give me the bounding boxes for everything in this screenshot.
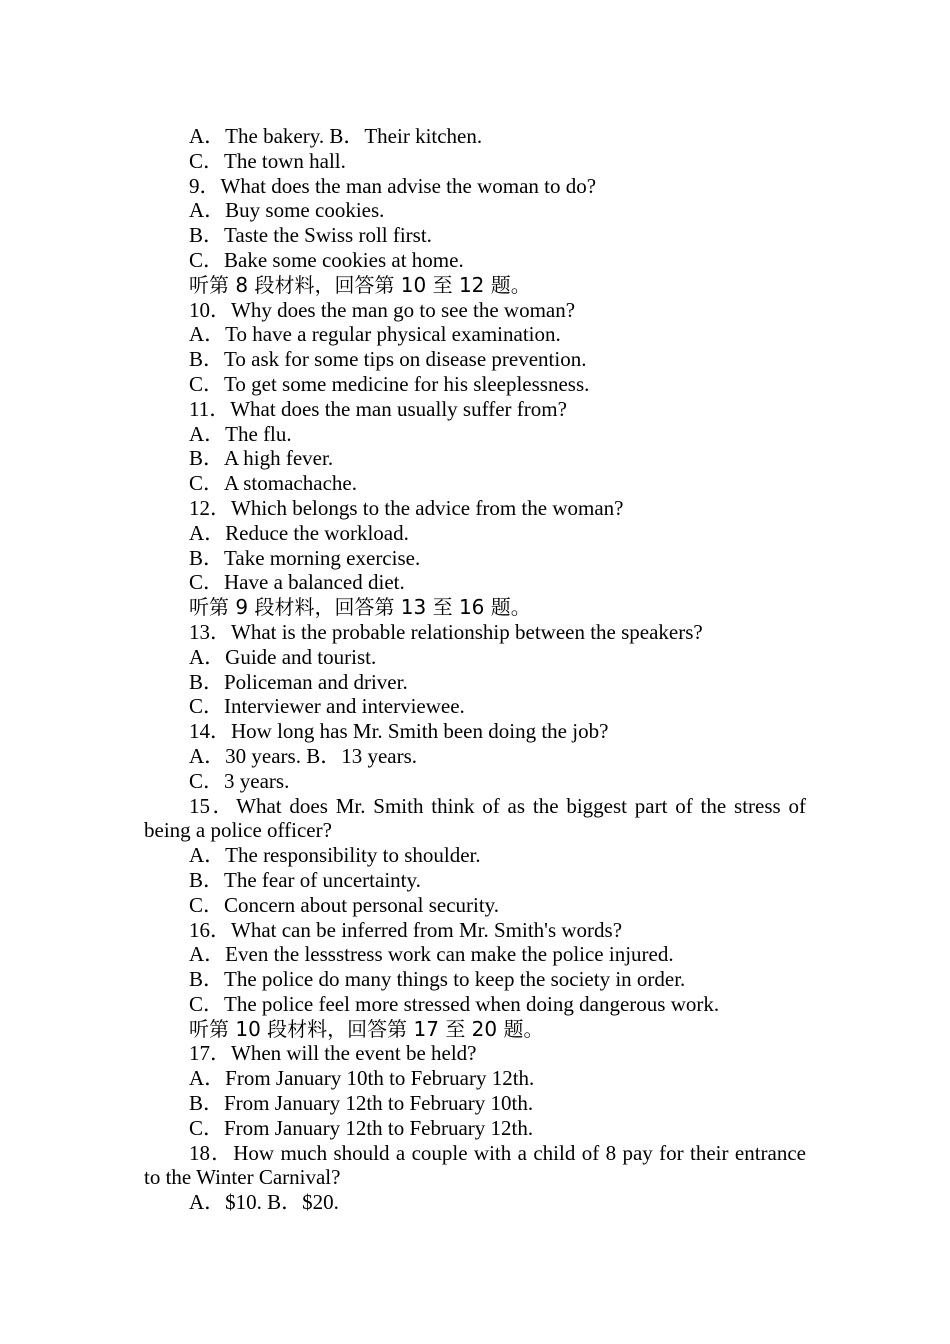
text-line: A．$10. B．$20.: [189, 1190, 339, 1215]
text-line: A．Reduce the workload.: [189, 520, 409, 545]
text-line: A．Buy some cookies.: [189, 198, 385, 223]
section-heading: 听第 8 段材料，回答第 10 至 12 题。: [189, 272, 531, 297]
text-line: A．From January 10th to February 12th.: [189, 1066, 535, 1091]
text-line: C．A stomachache.: [189, 471, 357, 496]
question-line: 11．What does the man usually suffer from?: [189, 396, 567, 421]
question-paragraph: 15．What does Mr. Smith think of as the biggest part of the stress of being a police officer?: [144, 793, 806, 843]
question-line: 14．How long has Mr. Smith been doing the job?: [189, 719, 609, 744]
text-line: B．To ask for some tips on disease prevention.: [189, 347, 587, 372]
text-line: C．Interviewer and interviewee.: [189, 694, 465, 719]
text-line: A．Even the lessstress work can make the police injured.: [189, 942, 674, 967]
question-line: 10．Why does the man go to see the woman?: [189, 297, 576, 322]
text-line: B．The fear of uncertainty.: [189, 867, 421, 892]
text-line: A．To have a regular physical examination.: [189, 322, 561, 347]
text-line: B．A high fever.: [189, 446, 334, 471]
text-line: A．The flu.: [189, 421, 292, 446]
text-line: A．30 years. B．13 years.: [189, 743, 418, 768]
question-line: 9．What does the man advise the woman to do?: [189, 173, 597, 198]
text-line: A．The responsibility to shoulder.: [189, 843, 481, 868]
section-heading: 听第 10 段材料，回答第 17 至 20 题。: [189, 1016, 544, 1041]
text-line: B．Taste the Swiss roll first.: [189, 223, 432, 248]
question-line: 17．When will the event be held?: [189, 1041, 477, 1066]
question-line: 13．What is the probable relationship between the speakers?: [189, 619, 703, 644]
text-line: C．From January 12th to February 12th.: [189, 1115, 534, 1140]
text-line: C．Have a balanced diet.: [189, 570, 405, 595]
question-paragraph: 18．How much should a couple with a child of 8 pay for their entrance to the Winter Carnival?: [144, 1140, 806, 1190]
text-line: C．The town hall.: [189, 148, 346, 173]
question-line: 12．Which belongs to the advice from the woman?: [189, 495, 624, 520]
question-line: 16．What can be inferred from Mr. Smith's words?: [189, 917, 623, 942]
text-line: C．The police feel more stressed when doing dangerous work.: [189, 991, 720, 1016]
text-line: B．From January 12th to February 10th.: [189, 1091, 534, 1116]
text-line: C．3 years.: [189, 768, 290, 793]
document-body: [144, 124, 806, 1215]
text-line: B．Policeman and driver.: [189, 669, 408, 694]
text-line: B．The police do many things to keep the society in order.: [189, 967, 686, 992]
text-line: B．Take morning exercise.: [189, 545, 421, 570]
section-heading: 听第 9 段材料，回答第 13 至 16 题。: [189, 595, 531, 620]
text-line: A．The bakery. B．Their kitchen.: [189, 124, 483, 148]
text-line: C．Concern about personal security.: [189, 892, 500, 917]
text-line: C．Bake some cookies at home.: [189, 247, 464, 272]
text-line: A．Guide and tourist.: [189, 644, 377, 669]
text-line: C．To get some medicine for his sleeplessness.: [189, 371, 590, 396]
